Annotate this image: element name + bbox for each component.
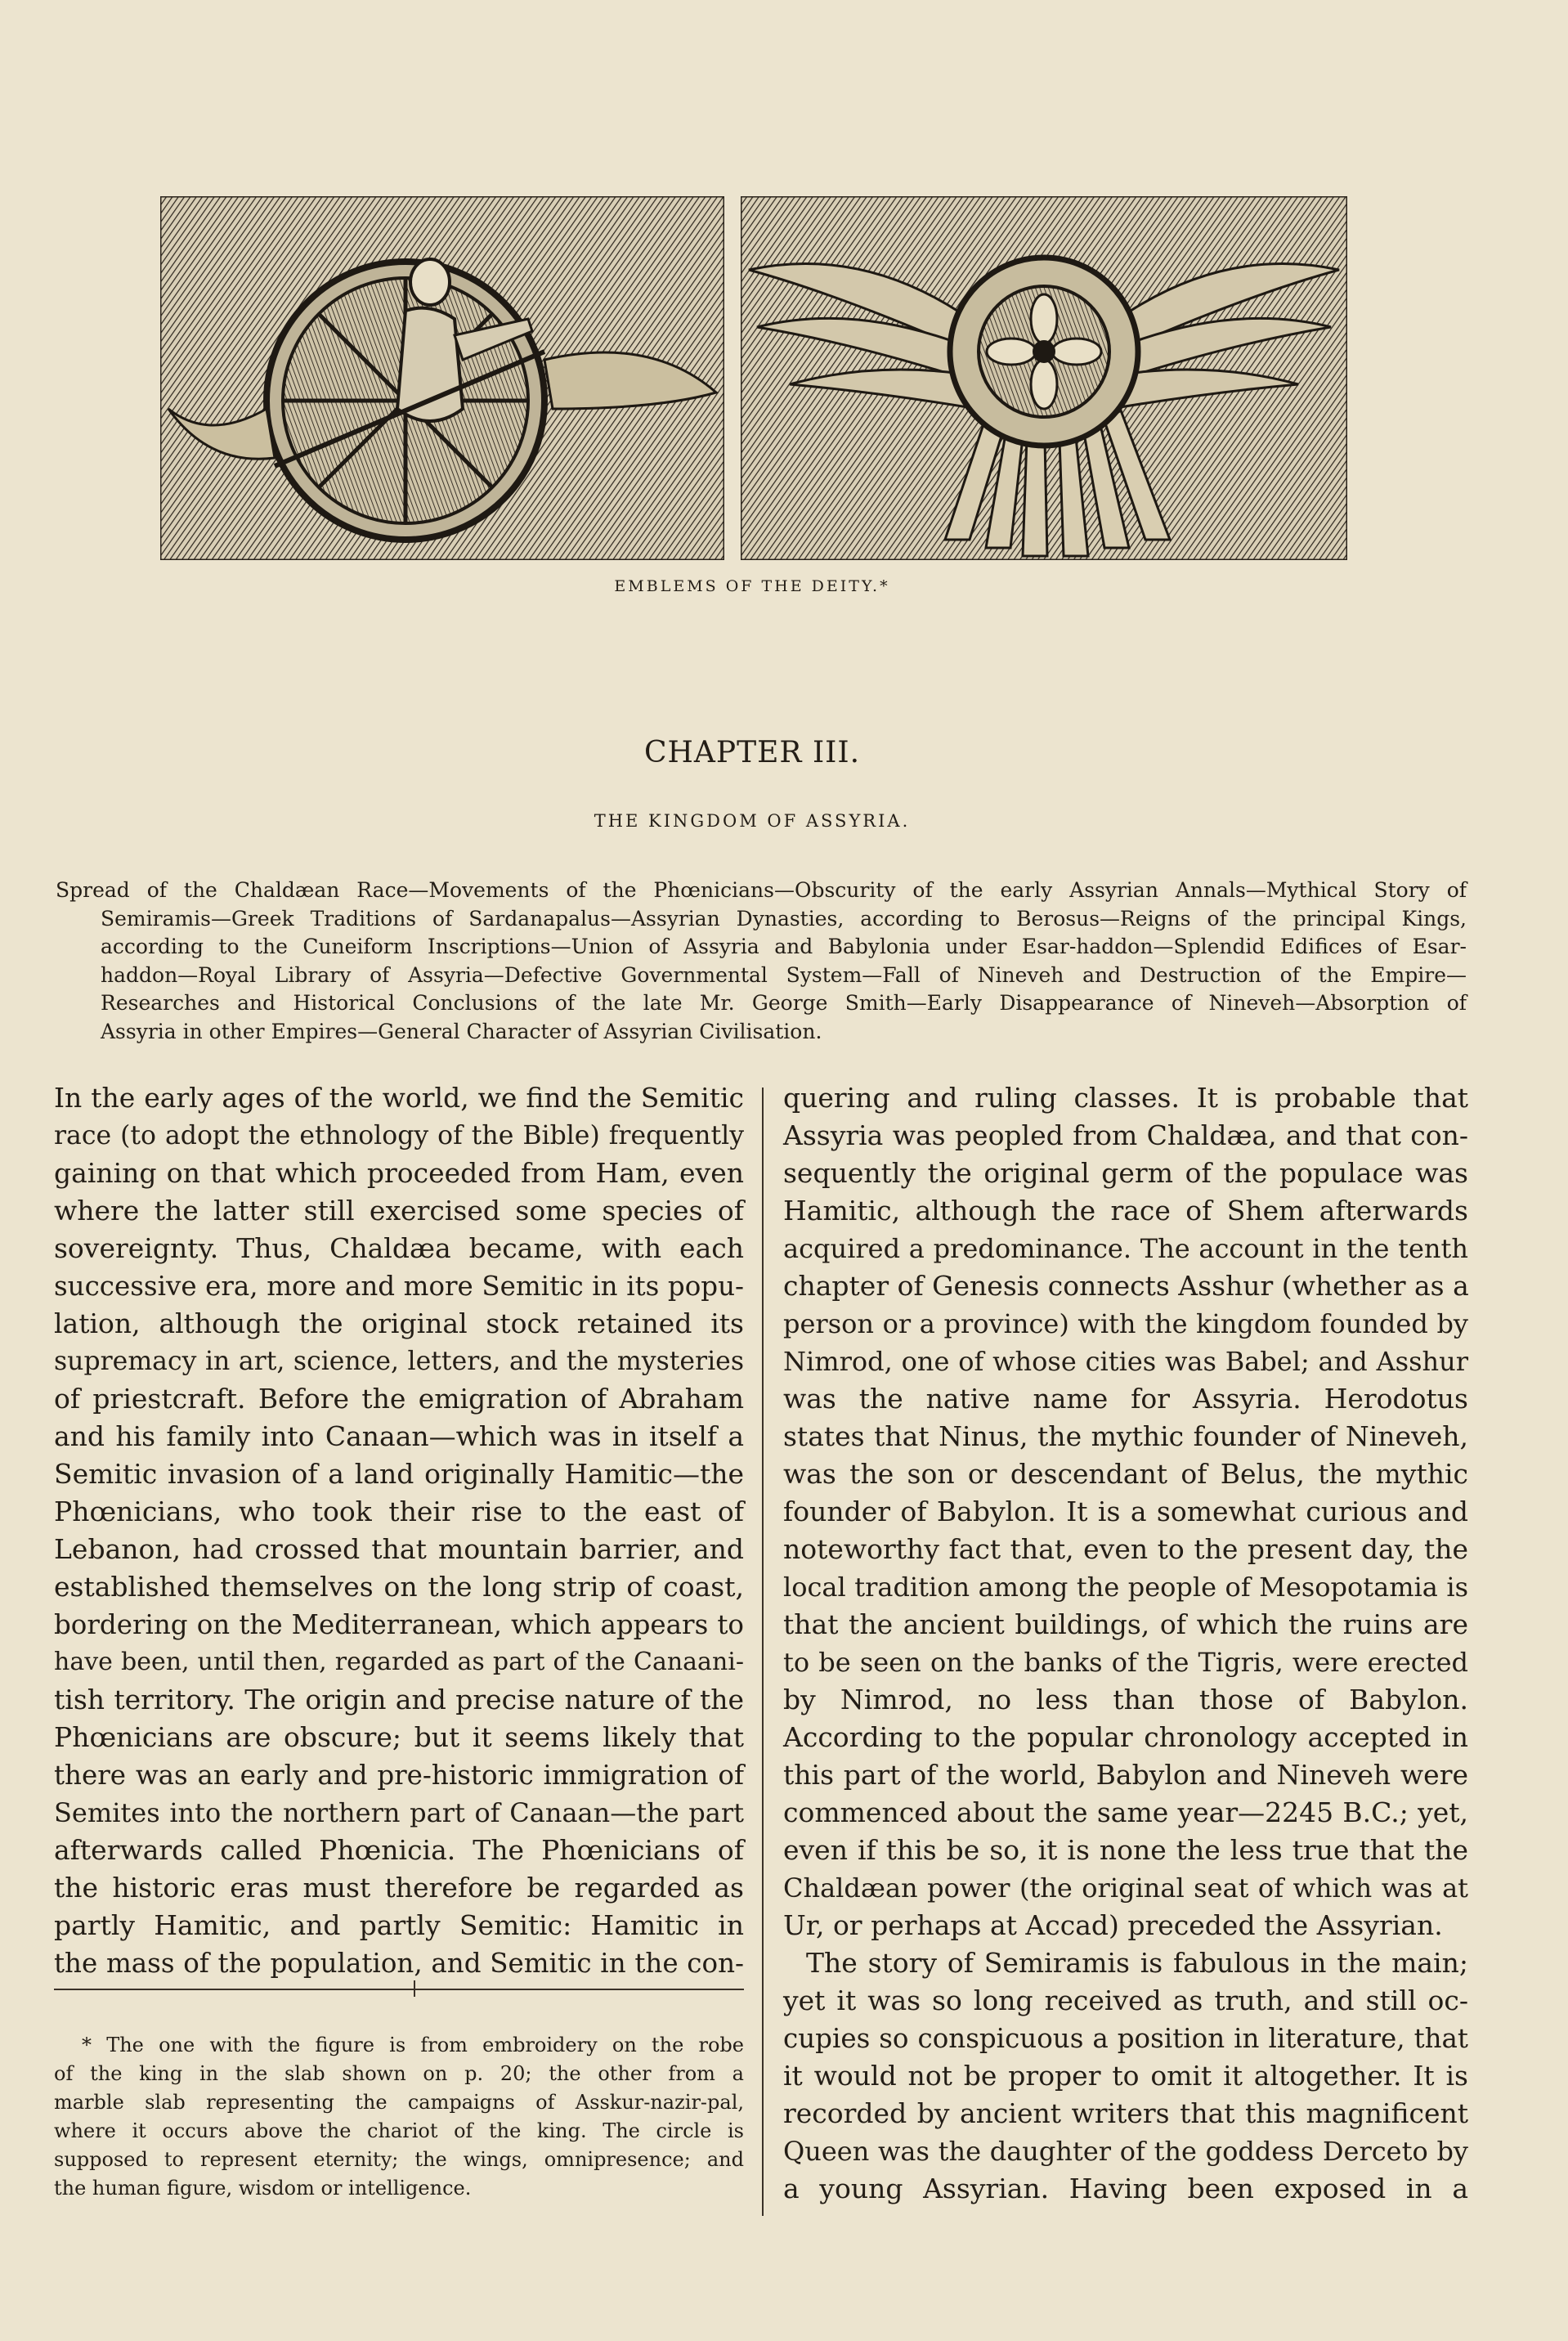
- body-line: sequently the original germ of the populace was: [783, 1157, 1468, 1189]
- body-line: lation, although the original stock retained its: [54, 1307, 744, 1339]
- body-line: there was an early and pre-historic immigration of: [54, 1760, 744, 1791]
- body-line: Semites into the northern part of Canaan—the part: [54, 1797, 744, 1828]
- body-line: the historic eras must therefore be regarded as: [54, 1872, 744, 1904]
- body-line: sovereignty. Thus, Chaldæa became, with each: [54, 1232, 744, 1264]
- body-line: The story of Semiramis is fabulous in the main;: [806, 1947, 1468, 1979]
- synopsis-line: Semiramis—Greek Traditions of Sardanapalus—Assyrian Dynasties, according to Berosus—Reigns of the principal Kings,: [101, 906, 1467, 931]
- body-line: recorded by ancient writers that this magnificent: [783, 2097, 1468, 2129]
- body-line: that the ancient buildings, of which the ruins are: [783, 1608, 1468, 1640]
- body-line: it would not be proper to omit it altogether. It is: [783, 2060, 1468, 2092]
- body-line: Phœnicians, who took their rise to the east of: [54, 1496, 744, 1527]
- footnote-line: the human figure, wisdom or intelligence.: [54, 2177, 472, 2200]
- column-divider: [762, 1088, 764, 2216]
- body-line: established themselves on the long strip of coast,: [54, 1571, 744, 1603]
- synopsis-line: according to the Cuneiform Inscriptions—Union of Assyria and Babylonia under Esar-haddon—Splendid Edifices of Esar-: [101, 935, 1467, 959]
- synopsis-line: Researches and Historical Conclusions of the late Mr. George Smith—Early Disappearance of Nineveh—Absorption of: [101, 991, 1467, 1016]
- body-line: In the early ages of the world, we find the Semitic: [54, 1082, 744, 1114]
- body-line: acquired a predominance. The account in the tenth: [783, 1233, 1468, 1264]
- body-line: Chaldæan power (the original seat of which was at: [783, 1872, 1468, 1904]
- body-line: According to the popular chronology accepted in: [783, 1721, 1468, 1753]
- body-line: was the native name for Assyria. Herodotus: [783, 1383, 1468, 1415]
- body-line: tish territory. The origin and precise nature of the: [54, 1684, 744, 1715]
- body-line: Phœnicians are obscure; but it seems likely that: [54, 1721, 744, 1753]
- winged-figure-engraving: [160, 196, 724, 560]
- body-line: a young Assyrian. Having been exposed in a: [783, 2173, 1468, 2204]
- body-line: even if this be so, it is none the less true that the: [783, 1834, 1468, 1866]
- footnote-rule-tick: [414, 1980, 415, 1997]
- body-line: and his family into Canaan—which was in itself a: [54, 1420, 744, 1452]
- footnote-line: of the king in the slab shown on p. 20; the other from a: [54, 2062, 744, 2085]
- body-line: race (to adopt the ethnology of the Bible) frequently: [54, 1121, 744, 1150]
- synopsis-line: Spread of the Chaldæan Race—Movements of the Phœnicians—Obscurity of the early Assyrian Annals—Mythical Story of: [56, 878, 1467, 902]
- body-line: Ur, or perhaps at Accad) preceded the Assyrian.: [783, 1909, 1443, 1941]
- body-line: of priestcraft. Before the emigration of Abraham: [54, 1383, 744, 1415]
- footnote: [54, 2031, 744, 2203]
- body-line: chapter of Genesis connects Asshur (whether as a: [783, 1270, 1469, 1302]
- body-line: quering and ruling classes. It is probable that: [783, 1082, 1468, 1114]
- body-line: person or a province) with the kingdom founded by: [783, 1308, 1468, 1339]
- chapter-title: CHAPTER III.: [643, 736, 861, 769]
- body-line: where the latter still exercised some species of: [54, 1195, 744, 1227]
- right-text-column: [783, 1079, 1468, 2208]
- body-line: supremacy in art, science, letters, and the mysteries: [54, 1347, 744, 1376]
- body-line: this part of the world, Babylon and Nineveh were: [783, 1759, 1468, 1791]
- body-line: to be seen on the banks of the Tigris, were erected: [783, 1647, 1468, 1678]
- body-line: bordering on the Mediterranean, which appears to: [54, 1609, 744, 1640]
- body-line: local tradition among the people of Mesopotamia is: [783, 1572, 1468, 1603]
- body-line: Nimrod, one of whose cities was Babel; and Asshur: [783, 1346, 1468, 1377]
- figure-caption: EMBLEMS OF THE DEITY.*: [614, 577, 890, 595]
- body-line: was the son or descendant of Belus, the mythic: [783, 1458, 1468, 1490]
- body-line: Lebanon, had crossed that mountain barrier, and: [54, 1533, 744, 1565]
- footnote-line: marble slab representing the campaigns of Asskur-nazir-pal,: [54, 2091, 744, 2114]
- body-line: the mass of the population, and Semitic in the con-: [54, 1948, 744, 1979]
- synopsis-line: haddon—Royal Library of Assyria—Defective Governmental System—Fall of Nineveh and Destruction of the Empire—: [101, 962, 1467, 987]
- body-line: founder of Babylon. It is a somewhat curious and: [783, 1496, 1468, 1527]
- footnote-rule: [54, 1989, 744, 1990]
- body-line: cupies so conspicuous a position in literature, that: [783, 2023, 1468, 2054]
- body-line: afterwards called Phœnicia. The Phœnicians of: [54, 1834, 744, 1866]
- body-line: have been, until then, regarded as part of the Canaani-: [54, 1648, 744, 1676]
- left-text-column: [54, 1079, 744, 1982]
- body-line: noteworthy fact that, even to the present day, the: [783, 1533, 1468, 1565]
- footnote-line: * The one with the figure is from embroidery on the robe: [82, 2034, 744, 2056]
- body-line: successive era, more and more Semitic in its popu-: [54, 1271, 744, 1302]
- body-line: yet it was so long received as truth, and still oc-: [783, 1984, 1468, 2016]
- body-line: by Nimrod, no less than those of Babylon.: [783, 1684, 1468, 1715]
- body-line: Assyria was peopled from Chaldæa, and that con-: [783, 1119, 1468, 1151]
- winged-disc-engraving: [741, 196, 1347, 560]
- body-line: gaining on that which proceeded from Ham, even: [54, 1157, 744, 1189]
- synopsis-line: Assyria in other Empires—General Character of Assyrian Civilisation.: [101, 1019, 822, 1043]
- footnote-line: where it occurs above the chariot of the king. The circle is: [54, 2119, 744, 2142]
- body-line: commenced about the same year—2245 B.C.; yet,: [783, 1796, 1468, 1828]
- body-line: Hamitic, although the race of Shem afterwards: [783, 1195, 1468, 1227]
- chapter-synopsis: [56, 877, 1467, 1047]
- body-line: Semitic invasion of a land originally Hamitic—the: [54, 1458, 744, 1490]
- chapter-subtitle: THE KINGDOM OF ASSYRIA.: [594, 811, 911, 831]
- body-line: states that Ninus, the mythic founder of Nineveh,: [783, 1420, 1468, 1452]
- body-line: Queen was the daughter of the goddess Derceto by: [783, 2136, 1468, 2167]
- footnote-line: supposed to represent eternity; the wings, omnipresence; and: [54, 2148, 744, 2171]
- body-line: partly Hamitic, and partly Semitic: Hamitic in: [54, 1909, 744, 1941]
